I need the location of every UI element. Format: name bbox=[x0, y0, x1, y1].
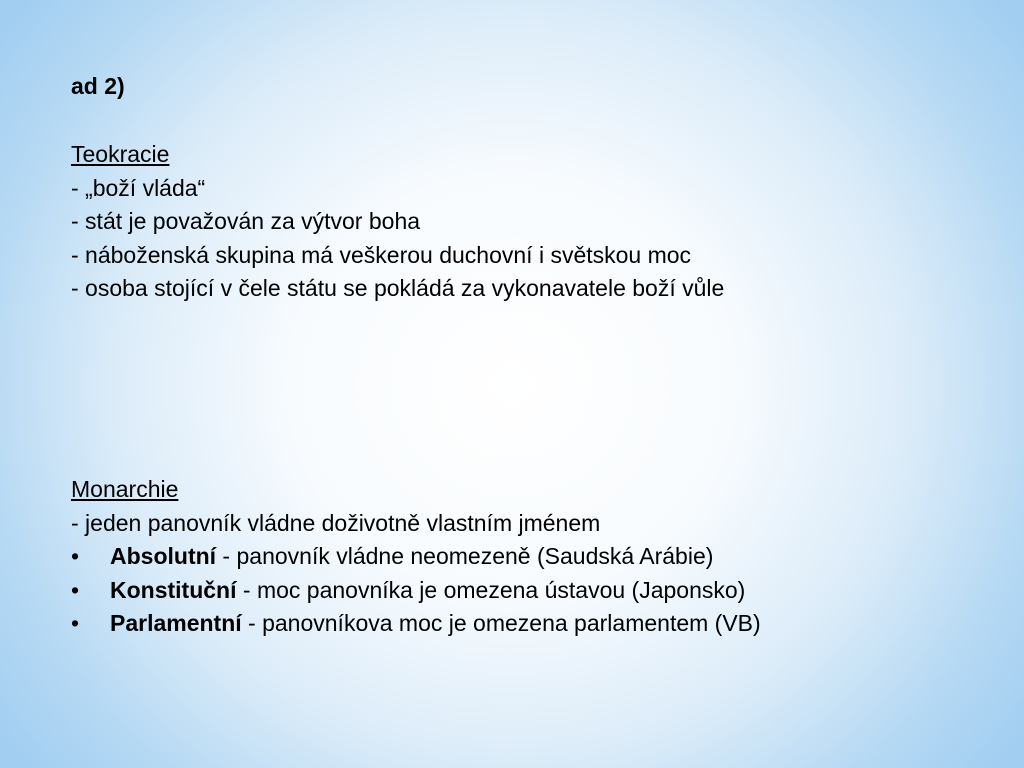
type-term: Parlamentní bbox=[110, 610, 242, 636]
teokracie-section bbox=[71, 138, 724, 306]
type-term: Konstituční bbox=[110, 576, 237, 603]
teokracie-title: Teokracie bbox=[71, 141, 170, 167]
slide-heading: ad 2) bbox=[71, 73, 125, 99]
type-description: - moc panovníka je omezena ústavou (Japonsko) bbox=[236, 576, 746, 603]
teokracie-line: - „boží vláda“ bbox=[71, 174, 206, 201]
monarchie-title: Monarchie bbox=[71, 476, 179, 502]
teokracie-line: - stát je považován za výtvor boha bbox=[71, 208, 421, 234]
monarchie-type-absolutni bbox=[71, 540, 761, 574]
monarchie-type-konstitucni bbox=[71, 574, 761, 608]
teokracie-line: - osoba stojící v čele státu se pokládá za vykonavatele boží vůle bbox=[71, 275, 725, 301]
type-term: Absolutní bbox=[110, 543, 217, 569]
type-description: - panovník vládne neomezeně (Saudská Arábie) bbox=[216, 543, 714, 569]
type-description: - panovníkova moc je omezena parlamentem (VB) bbox=[241, 610, 761, 636]
bullet-icon: • bbox=[71, 543, 80, 569]
bullet-icon: • bbox=[71, 576, 80, 603]
monarchie-type-parlamentni bbox=[71, 607, 761, 641]
bullet-icon: • bbox=[71, 610, 80, 636]
monarchie-intro: - jeden panovník vládne doživotně vlastním jménem bbox=[71, 509, 601, 536]
monarchie-section bbox=[71, 473, 761, 641]
teokracie-line: - náboženská skupina má veškerou duchovní i světskou moc bbox=[71, 241, 692, 268]
